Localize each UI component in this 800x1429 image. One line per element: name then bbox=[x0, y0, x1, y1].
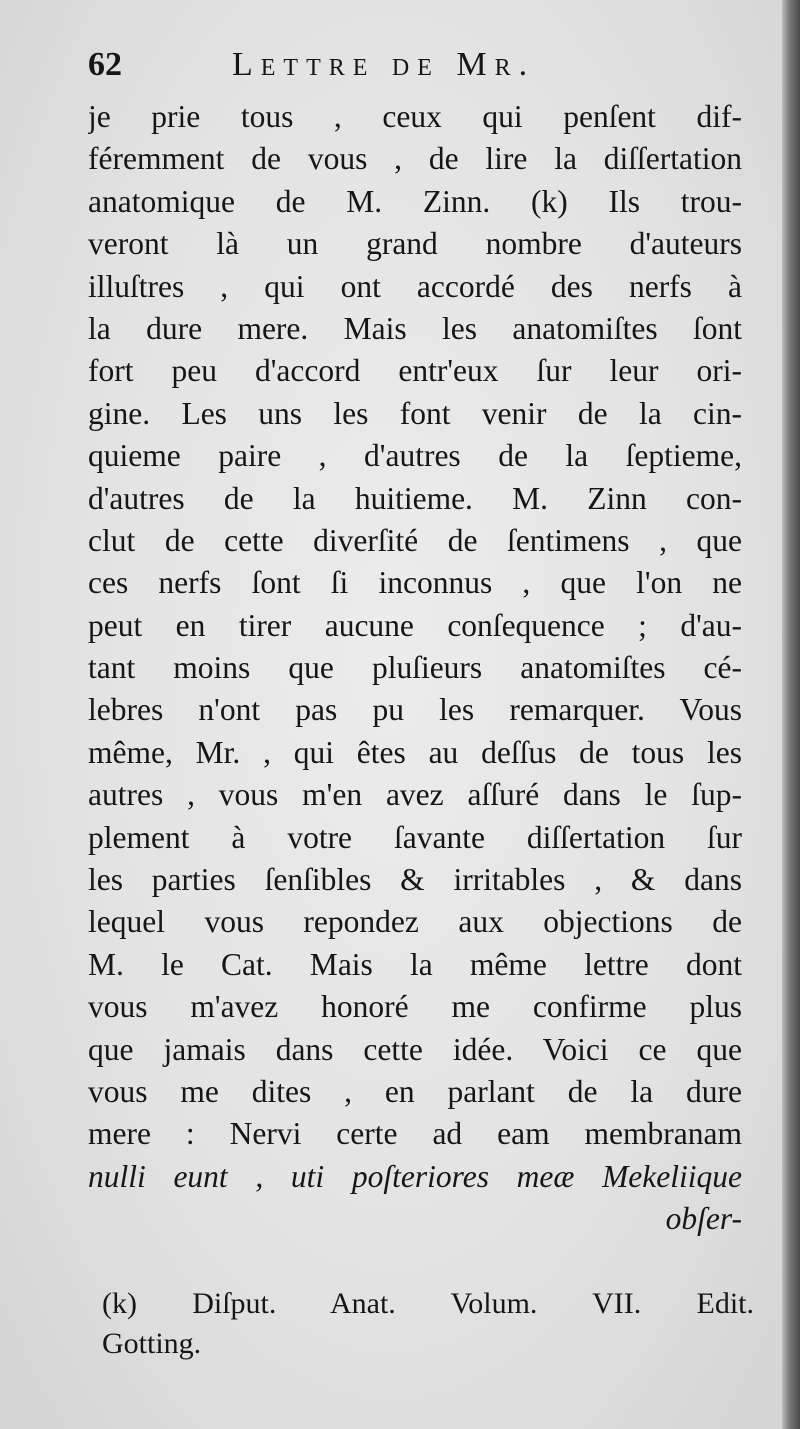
text-line: même, Mr. , qui êtes au deſſus de tous les bbox=[88, 734, 742, 770]
running-head: Lettre de Mr. bbox=[232, 46, 536, 83]
page-number: 62 bbox=[88, 46, 122, 83]
text-line: je prie tous , ceux qui penſent dif- bbox=[88, 99, 742, 134]
text-line: plement à votre ſavante diſſertation ſur bbox=[88, 819, 742, 855]
text-line: vous me dites , en parlant de la dure bbox=[88, 1073, 742, 1109]
text-line: lebres n'ont pas pu les remarquer. Vous bbox=[88, 692, 742, 728]
page-header bbox=[88, 40, 648, 90]
text-line: vous m'avez honoré me confirme plus bbox=[88, 989, 742, 1025]
text-line: gine. Les uns les font venir de la cin- bbox=[88, 395, 742, 431]
text-line: peut en tirer aucune conſequence ; d'au- bbox=[88, 607, 742, 643]
latin-quote-line: nulli eunt , uti poſteriores meæ Mekeliique bbox=[88, 1158, 742, 1194]
text-line: féremment de vous , de lire la diſſertation bbox=[88, 141, 742, 177]
text-line: anatomique de M. Zinn. (k) Ils trou- bbox=[88, 183, 742, 219]
catchword: obſer- bbox=[665, 1201, 742, 1237]
footnote bbox=[102, 1284, 754, 1364]
text-line: fort peu d'accord entr'eux ſur leur ori- bbox=[88, 353, 742, 389]
text-line: que jamais dans cette idée. Voici ce que bbox=[88, 1031, 742, 1067]
text-line: ces nerfs ſont ſi inconnus , que l'on ne bbox=[88, 565, 742, 601]
text-line: d'autres de la huitieme. M. Zinn con- bbox=[88, 480, 742, 516]
text-line: la dure mere. Mais les anatomiſtes ſont bbox=[88, 310, 742, 346]
text-line: veront là un grand nombre d'auteurs bbox=[88, 226, 742, 262]
page-edge bbox=[782, 0, 800, 1429]
text-line: tant moins que pluſieurs anatomiſtes cé- bbox=[88, 650, 742, 686]
text-line: clut de cette diverſité de ſentimens , que bbox=[88, 522, 742, 558]
text-line: M. le Cat. Mais la même lettre dont bbox=[88, 946, 742, 982]
footnote-line: (k) Diſput. Anat. Volum. VII. Edit. bbox=[102, 1287, 754, 1320]
text-line: mere : Nervi certe ad eam membranam bbox=[88, 1116, 742, 1152]
footnote-line: Gotting. bbox=[102, 1327, 202, 1360]
text-line: quieme paire , d'autres de la ſeptieme, bbox=[88, 438, 742, 474]
text-line: lequel vous repondez aux objections de bbox=[88, 904, 742, 940]
text-line: illuſtres , qui ont accordé des nerfs à bbox=[88, 268, 742, 304]
text-line: les parties ſenſibles & irritables , & dans bbox=[88, 862, 742, 898]
text-line: autres , vous m'en avez aſſuré dans le ſup- bbox=[88, 777, 742, 813]
body-text bbox=[88, 96, 742, 1241]
